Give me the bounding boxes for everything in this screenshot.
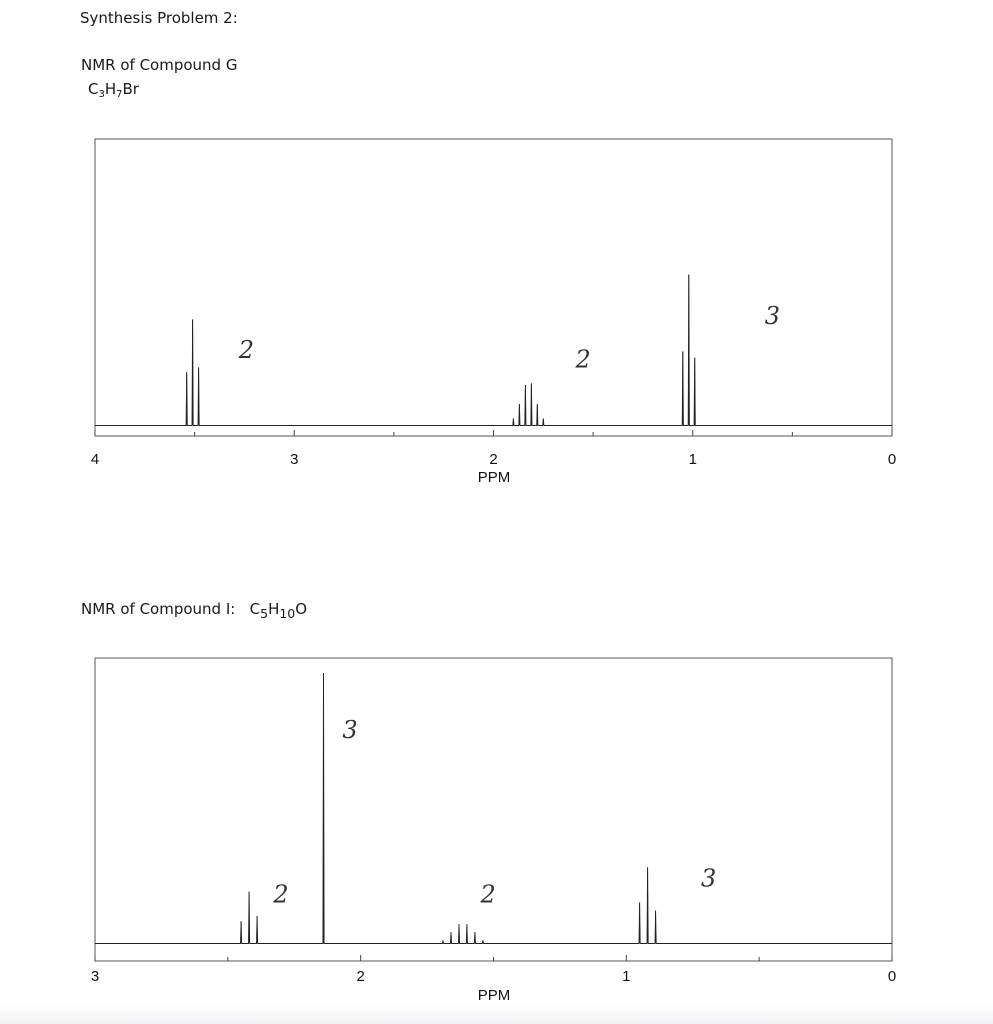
x-axis-label: PPM — [477, 987, 511, 1004]
integration-annotation: 3 — [764, 302, 781, 331]
integration-annotation: 3 — [701, 864, 717, 893]
x-axis-label: PPM — [477, 469, 511, 486]
integration-annotation: 2 — [273, 880, 289, 909]
spectrum-i-heading: NMR of Compound I: $C_5H_{10}O$ — [81, 600, 308, 621]
x-tick-label: 4 — [90, 451, 100, 468]
x-tick-label: 0 — [887, 968, 897, 985]
x-tick-label: 1 — [622, 968, 631, 985]
compound-g-formula: $C_3H_7Br$ — [88, 80, 139, 100]
spectrum-trace — [95, 275, 892, 426]
compound-i-formula: $C_5H_{10}O$ — [249, 600, 308, 621]
page-bottom-edge — [0, 1004, 993, 1024]
integration-annotation: 3 — [342, 715, 358, 744]
spectrum-g-heading: NMR of Compound G — [81, 56, 238, 74]
nmr-chart-compound-g — [0, 130, 993, 495]
integration-annotation: 2 — [238, 335, 255, 364]
nmr-chart-compound-i — [0, 650, 993, 1010]
x-tick-label: 1 — [688, 451, 697, 468]
x-tick-label: 3 — [290, 451, 299, 468]
x-tick-label: 2 — [356, 968, 365, 985]
chart-frame — [95, 139, 892, 436]
integration-annotation: 2 — [575, 345, 591, 374]
integration-annotation: 2 — [480, 880, 496, 909]
x-tick-label: 0 — [887, 451, 897, 468]
page-title: Synthesis Problem 2: — [80, 9, 238, 27]
chart-frame — [95, 658, 892, 961]
x-tick-label: 3 — [90, 968, 100, 985]
x-tick-label: 2 — [489, 451, 498, 468]
